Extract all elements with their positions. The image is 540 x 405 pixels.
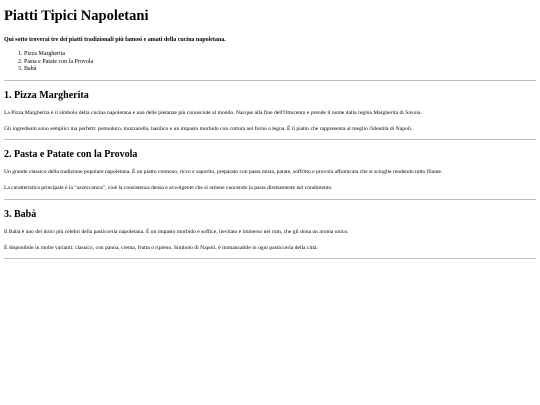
section-paragraph: La caratteristica principale è la "azzeccatura", cioè la consistenza densa e avvolgente che si ottiene cuocendo la pasta direttamente nel condimento. (4, 185, 333, 192)
intro-text: Qui sotto troverai tre dei piatti tradizionali più famosi e amati della cucina napoletana. (4, 37, 226, 44)
toc-item-baba: 3. Babà (24, 66, 536, 74)
section-heading: 2. Pasta e Patate con la Provola (4, 149, 138, 161)
toc-item-pizza-margherita: 1. Pizza Margherita (24, 51, 536, 59)
toc-item-pasta-e-patate: 2. Pasta e Patate con la Provola (24, 59, 536, 67)
section-paragraph: Il Babà è uno dei dolci più celebri della pasticceria napoletana. È un impasto morbido e soffice, lievitato e immerso nel rum, che gli dona un aroma unico. (4, 228, 349, 235)
divider (4, 258, 536, 259)
section-heading: 3. Babà (4, 208, 37, 220)
section-baba (4, 200, 536, 259)
section-pasta-e-patate (4, 140, 536, 199)
section-paragraph: La Pizza Margherita è il simbolo della cucina napoletana e una delle pietanze più conosciute al mondo. Nacque alla fine dell'Ottocento e prende il nome dalla regina Margherita di Savoia. (4, 109, 422, 116)
section-pizza-margherita (4, 81, 536, 140)
page-title: Piatti Tipici Napoletani (4, 8, 149, 24)
section-paragraph: Gli ingredienti sono semplici ma perfetti: pomodoro, mozzarella, basilico e un impasto morbido con cottura nel forno a legna. È il piatto che rappresenta al meglio l'identità di Napoli. (4, 125, 413, 132)
section-paragraph: È disponibile in molte varianti: classico, con panna, crema, frutta o ripieno. Simbolo di Napoli, è immancabile in ogni pasticceria della città. (4, 245, 318, 252)
section-paragraph: Un grande classico della tradizione popolare napoletana. È un piatto cremoso, ricco e saporito, preparato con pasta mista, patate, soffritto e provola affumicata che si scioglie rendendo tutto filante. (4, 169, 443, 176)
section-heading: 1. Pizza Margherita (4, 89, 89, 101)
table-of-contents (4, 51, 536, 74)
